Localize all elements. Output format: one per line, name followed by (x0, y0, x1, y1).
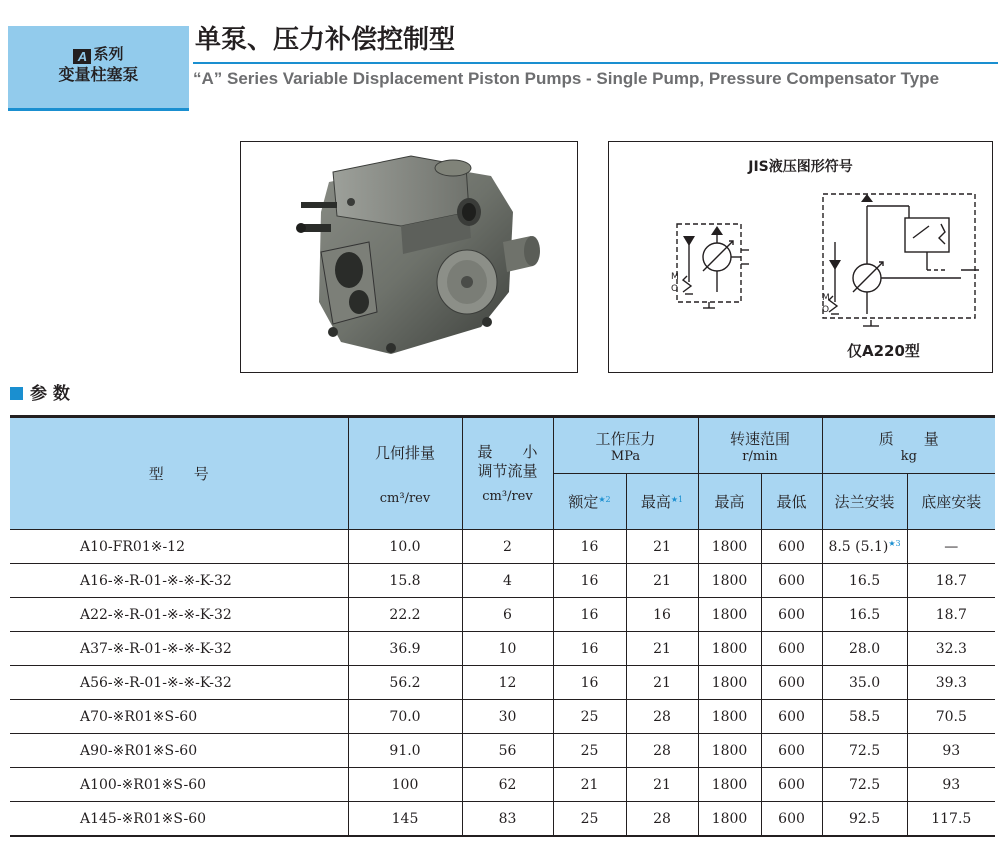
table-cell: 16 (553, 632, 626, 666)
series-name: 变量柱塞泵 (58, 65, 139, 84)
table-cell: 56 (462, 734, 553, 768)
table-cell: A16-※-R-01-※-※-K-32 (10, 564, 348, 598)
table-cell: 117.5 (907, 802, 995, 837)
table-cell: 4 (462, 564, 553, 598)
table-cell: 1800 (698, 564, 761, 598)
table-cell: 32.3 (907, 632, 995, 666)
table-cell: A100-※R01※S-60 (10, 768, 348, 802)
pump-illustration (241, 142, 577, 372)
table-cell: 1800 (698, 734, 761, 768)
table-cell: 16.5 (822, 598, 907, 632)
title-divider (193, 62, 998, 64)
table-row (10, 802, 995, 837)
footnote-star: ★2 (598, 495, 611, 504)
symbol-label-m: M (671, 272, 679, 282)
table-cell: 28 (626, 734, 698, 768)
table-row (10, 530, 995, 564)
table-cell: 21 (626, 666, 698, 700)
footnote-star: ★1 (670, 495, 684, 504)
table-cell: 1800 (698, 700, 761, 734)
jis-symbol-panel (608, 141, 993, 373)
table-cell: — (907, 530, 995, 564)
table-cell: 21 (553, 768, 626, 802)
col-pressure: 工作压力 MPa (553, 417, 698, 474)
table-cell: 16 (553, 530, 626, 564)
table-row (10, 564, 995, 598)
series-badge (8, 26, 189, 111)
table-cell: A37-※-R-01-※-※-K-32 (10, 632, 348, 666)
table-cell: 18.7 (907, 564, 995, 598)
table-cell: 1800 (698, 802, 761, 837)
table-cell: 30 (462, 700, 553, 734)
table-row (10, 666, 995, 700)
table-cell: 8.5 $(5.1)^{★3}$ (822, 530, 907, 564)
symbol-label-o: O (671, 284, 679, 294)
table-cell: 145 (348, 802, 462, 837)
jis-symbol-title: JIS液压图形符号 (748, 159, 853, 175)
pump-photo (240, 141, 578, 373)
table-cell: 600 (761, 666, 822, 700)
table-cell: 72.5 (822, 768, 907, 802)
table-cell: 2 (462, 530, 553, 564)
table-cell: 600 (761, 530, 822, 564)
table-cell: 600 (761, 768, 822, 802)
table-cell: A10-FR01※-12 (10, 530, 348, 564)
symbol-label-m: M (822, 293, 830, 303)
table-cell: 93 (907, 768, 995, 802)
symbol-label-o: O (822, 305, 830, 315)
table-cell: 6 (462, 598, 553, 632)
table-cell: 600 (761, 564, 822, 598)
col-foot-mass: 底座安装 (907, 474, 995, 530)
col-speed-max: 最高 (698, 474, 761, 530)
table-cell: 21 (626, 768, 698, 802)
table-cell: 600 (761, 700, 822, 734)
col-min-flow: 最 小调节流量 cm³/rev (462, 417, 553, 530)
table-cell: 21 (626, 530, 698, 564)
table-cell: 36.9 (348, 632, 462, 666)
table-cell: 28.0 (822, 632, 907, 666)
col-speed-min: 最低 (761, 474, 822, 530)
series-logo: A (73, 49, 91, 64)
table-cell: 600 (761, 802, 822, 837)
table-cell: 93 (907, 734, 995, 768)
table-cell: A70-※R01※S-60 (10, 700, 348, 734)
table-cell: 10 (462, 632, 553, 666)
table-cell: 21 (626, 632, 698, 666)
table-cell: 16 (553, 666, 626, 700)
table-row (10, 734, 995, 768)
table-cell: 25 (553, 802, 626, 837)
table-cell: 62 (462, 768, 553, 802)
table-cell: 21 (626, 564, 698, 598)
hydraulic-symbols (609, 142, 992, 372)
table-cell: 92.5 (822, 802, 907, 837)
table-cell: 1800 (698, 768, 761, 802)
table-cell: 35.0 (822, 666, 907, 700)
col-rated-pressure: 额定$^{★2}$ (553, 474, 626, 530)
series-label: 系列 (93, 45, 124, 63)
table-cell: 600 (761, 598, 822, 632)
table-cell: 28 (626, 802, 698, 837)
table-cell: 1800 (698, 632, 761, 666)
table-cell: 70.0 (348, 700, 462, 734)
table-cell: 100 (348, 768, 462, 802)
spec-table (10, 415, 995, 837)
table-cell: 25 (553, 700, 626, 734)
table-cell: 15.8 (348, 564, 462, 598)
table-row (10, 768, 995, 802)
table-cell: A145-※R01※S-60 (10, 802, 348, 837)
table-cell: 16 (553, 564, 626, 598)
col-flange-mass: 法兰安装 (822, 474, 907, 530)
table-cell: 10.0 (348, 530, 462, 564)
table-row (10, 700, 995, 734)
table-cell: 70.5 (907, 700, 995, 734)
table-row (10, 598, 995, 632)
table-cell: A56-※-R-01-※-※-K-32 (10, 666, 348, 700)
page-title: 单泵、压力补偿控制型 (195, 25, 456, 55)
page-subtitle: “A” Series Variable Displacement Piston Pumps - Single Pump, Pressure Compensator Type (193, 69, 940, 88)
col-model: 型 号 (10, 417, 348, 530)
table-cell: 58.5 (822, 700, 907, 734)
table-cell: A22-※-R-01-※-※-K-32 (10, 598, 348, 632)
table-cell: 1800 (698, 530, 761, 564)
a220-note: 仅A220型 (847, 342, 920, 360)
table-row (10, 632, 995, 666)
table-cell: 16.5 (822, 564, 907, 598)
table-cell: 16 (553, 598, 626, 632)
col-max-pressure: 最高$^{★1}$ (626, 474, 698, 530)
col-displacement: 几何排量 cm³/rev (348, 417, 462, 530)
table-cell: 600 (761, 734, 822, 768)
table-cell: 91.0 (348, 734, 462, 768)
col-mass: 质 量 kg (822, 417, 995, 474)
table-cell: 12 (462, 666, 553, 700)
table-cell: 25 (553, 734, 626, 768)
heading-marker (10, 387, 23, 400)
table-cell: 72.5 (822, 734, 907, 768)
table-cell: 28 (626, 700, 698, 734)
params-heading: 参 数 (10, 383, 70, 405)
table-cell: A90-※R01※S-60 (10, 734, 348, 768)
table-cell: 16 (626, 598, 698, 632)
table-cell: 18.7 (907, 598, 995, 632)
table-cell: 39.3 (907, 666, 995, 700)
table-cell: 22.2 (348, 598, 462, 632)
table-cell: 83 (462, 802, 553, 837)
table-cell: 1800 (698, 598, 761, 632)
table-cell: 1800 (698, 666, 761, 700)
col-speed: 转速范围 r/min (698, 417, 822, 474)
table-cell: 56.2 (348, 666, 462, 700)
footnote-star: ★3 (888, 538, 901, 548)
table-cell: 600 (761, 632, 822, 666)
